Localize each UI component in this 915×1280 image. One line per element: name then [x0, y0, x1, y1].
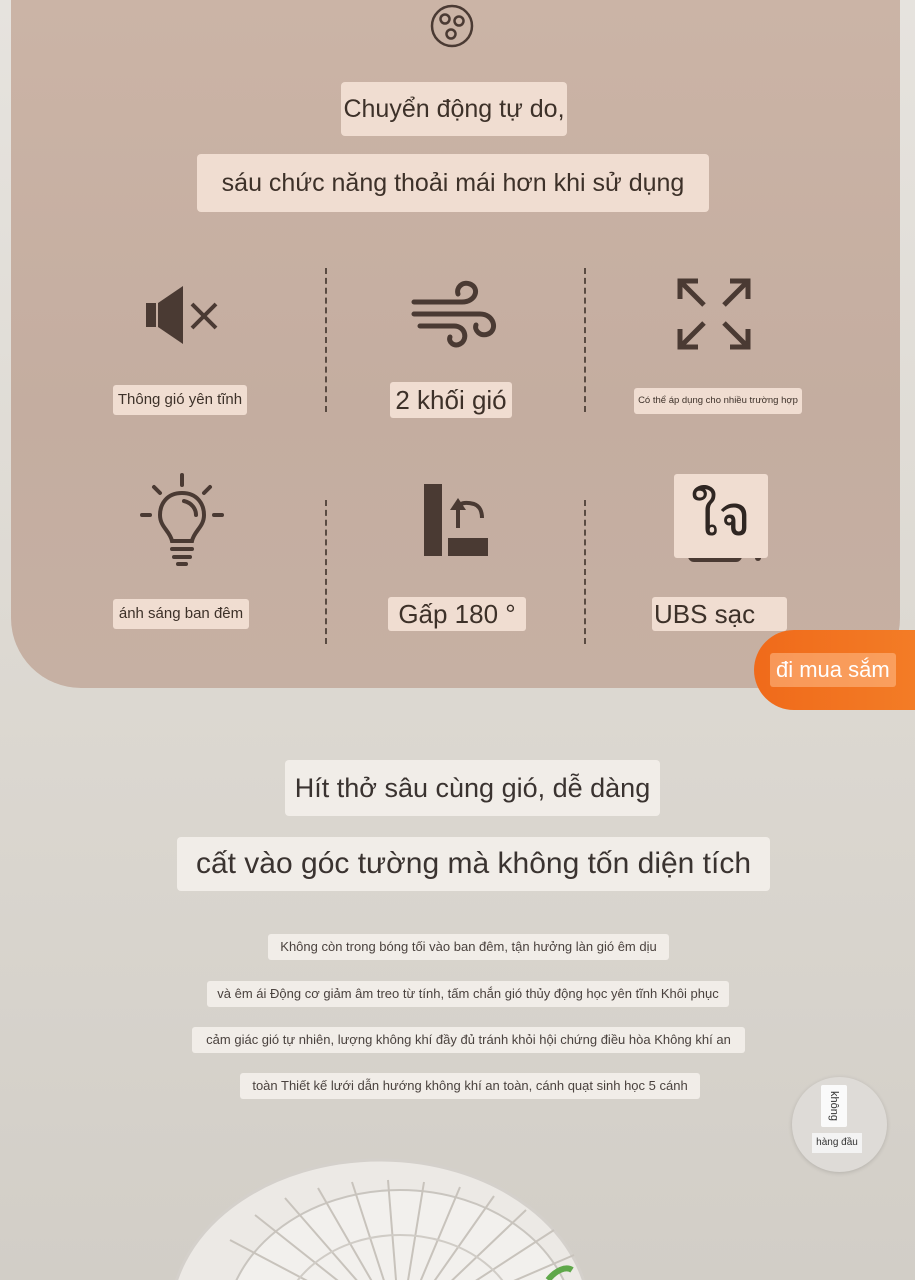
divider — [584, 500, 586, 644]
floating-vertical-text: không — [821, 1085, 847, 1127]
section-heading-line-2: cất vào góc tường mà không tốn diện tích — [177, 837, 770, 891]
feature-label-fold: Gấp 180 ° — [388, 597, 526, 631]
fold-180-icon — [422, 482, 490, 558]
usb-icon-overlay-text: ใจ — [674, 474, 768, 558]
paragraph-line-4: toàn Thiết kế lưới dẫn hướng không khí an toàn, cánh quạt sinh học 5 cánh — [240, 1073, 700, 1099]
feature-label-wind: 2 khối gió — [390, 382, 512, 418]
shop-button-label: đi mua sắm — [770, 653, 896, 687]
feature-label-night-light: ánh sáng ban đêm — [113, 599, 249, 629]
feature-label-versatile: Có thể áp dụng cho nhiều trường hợp — [634, 388, 802, 414]
paragraph-line-2: và êm ái Động cơ giảm âm treo từ tính, tấm chắn gió thủy động học yên tĩnh Khôi phục — [207, 981, 729, 1007]
mute-speaker-icon — [143, 284, 223, 346]
divider — [584, 268, 586, 412]
feature-label-quiet: Thông gió yên tĩnh — [113, 385, 247, 415]
fan-product-image — [0, 1130, 915, 1280]
feature-label-usb: UBS sạc — [652, 597, 787, 631]
fan-logo-icon — [430, 4, 474, 48]
title-line-2: sáu chức năng thoải mái hơn khi sử dụng — [197, 154, 709, 212]
floating-button-label: hàng đầu — [812, 1133, 862, 1153]
section-heading-line-1: Hít thở sâu cùng gió, dễ dàng — [285, 760, 660, 816]
paragraph-line-1: Không còn trong bóng tối vào ban đêm, tận hưởng làn gió êm dịu — [268, 934, 669, 960]
wind-icon — [410, 280, 500, 350]
title-line-1: Chuyển động tự do, — [341, 82, 567, 136]
divider — [325, 268, 327, 412]
paragraph-line-3: cảm giác gió tự nhiên, lượng không khí đầy đủ tránh khỏi hội chứng điều hòa Không khí an — [192, 1027, 745, 1053]
light-bulb-icon — [140, 473, 224, 569]
expand-arrows-icon — [676, 277, 752, 351]
divider — [325, 500, 327, 644]
shop-button[interactable] — [754, 630, 915, 710]
